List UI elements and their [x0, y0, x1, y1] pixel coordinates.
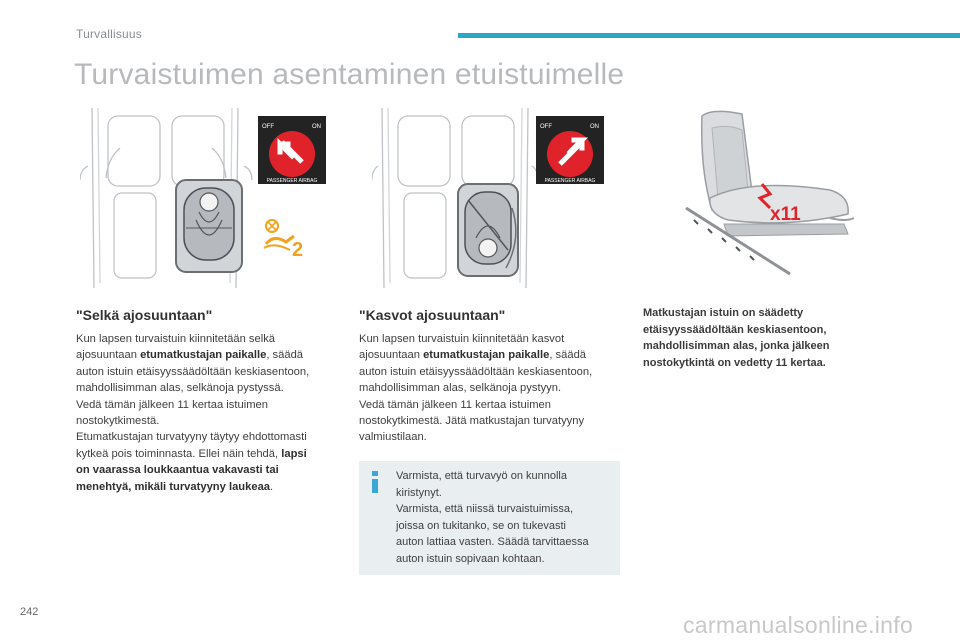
- forward-facing-heading: "Kasvot ajosuuntaan": [359, 307, 506, 323]
- text-line: Etumatkustajan turvatyyny täytyy ehdottomasti: [76, 431, 307, 444]
- text-line: Kun lapsen turvaistuin kiinnitetään selkä: [76, 333, 276, 345]
- emphasis-text: etumatkustajan paikalle: [140, 349, 267, 362]
- text-line: etäisyyssäädöltään keskiasentoon,: [643, 323, 827, 336]
- text-line: mahdollisimman alas, selkänoja pystyssä.: [76, 382, 284, 395]
- page-title: Turvaistuimen asentaminen etuistuimelle: [74, 58, 625, 91]
- text-line: nostokytkimestä. Jätä matkustajan turvatyyny: [359, 415, 585, 428]
- airbag-on-label: ON: [312, 124, 321, 130]
- emphasis-text: lapsi: [281, 447, 307, 460]
- airbag-off-switch-icon: [258, 116, 326, 184]
- text-line: auton istuin sopivaan kohtaan.: [396, 552, 545, 565]
- rear-facing-text: [76, 331, 344, 495]
- text-line: nostokytkimestä.: [76, 415, 160, 428]
- text-line: auton istuin etäisyyssäädöltään keskiasentoon,: [359, 365, 593, 378]
- info-icon: [368, 471, 382, 493]
- text-line: auton lattiaa vasten. Säädä tarvittaessa: [396, 536, 589, 549]
- forward-facing-text: [359, 331, 627, 446]
- text-line: mahdollisimman alas, selkänoja pystyyn.: [359, 382, 562, 395]
- airbag-off-label: OFF: [262, 124, 274, 130]
- text-line: auton istuin etäisyyssäädöltään keskiasentoon,: [76, 365, 310, 378]
- seat-pull-counter: x11: [770, 204, 801, 225]
- airbag-warning-icon: [260, 218, 310, 262]
- text-line: joissa on tukitanko, se on tukevasti: [396, 519, 566, 532]
- info-text: [396, 468, 618, 568]
- text-line: , säädä: [266, 349, 304, 362]
- emphasis-text: etumatkustajan paikalle: [423, 349, 550, 362]
- text-line: Varmista, että turvavyö on kunnolla: [396, 470, 567, 482]
- airbag-caption: PASSENGER AIRBAG: [266, 178, 318, 184]
- text-line: ajosuuntaan: [359, 349, 424, 362]
- seat-adjustment-note: [643, 305, 873, 371]
- seat-adjustment-illustration: [680, 108, 870, 288]
- text-line: Varmista, että niissä turvaistuimissa,: [396, 503, 574, 516]
- section-label: Turvallisuus: [76, 27, 142, 41]
- text-line: Vedä tämän jälkeen 11 kertaa istuimen: [359, 398, 551, 411]
- airbag-caption: PASSENGER AIRBAG: [544, 178, 596, 184]
- rear-facing-illustration: [80, 108, 342, 288]
- text-line: .: [270, 480, 274, 493]
- text-line: Matkustajan istuin on säädetty: [643, 307, 804, 319]
- text-line: valmiustilaan.: [359, 431, 427, 444]
- watermark: carmanualsonline.info: [683, 612, 914, 638]
- text-line: ajosuuntaan: [76, 349, 141, 362]
- airbag-marker: 2: [292, 239, 304, 261]
- rear-facing-heading: "Selkä ajosuuntaan": [76, 307, 213, 323]
- airbag-on-switch-icon: [536, 116, 604, 184]
- page-number: 242: [20, 606, 39, 618]
- text-line: Vedä tämän jälkeen 11 kertaa istuimen: [76, 398, 268, 411]
- airbag-off-label: OFF: [540, 124, 552, 130]
- text-line: Kun lapsen turvaistuin kiinnitetään kasvot: [359, 333, 565, 345]
- airbag-on-label: ON: [590, 124, 599, 130]
- seat-diagram: [680, 108, 870, 288]
- emphasis-text: menehtyä, mikäli turvatyyny laukeaa: [76, 480, 271, 493]
- header-rule: [458, 33, 960, 38]
- text-line: kiristynyt.: [396, 486, 442, 499]
- emphasis-text: on vaarassa loukkaantua vakavasti tai: [76, 464, 279, 477]
- forward-facing-illustration: [372, 108, 622, 288]
- text-line: , säädä: [549, 349, 587, 362]
- text-line: kytkeä pois toiminnasta. Ellei näin tehdä,: [76, 447, 282, 460]
- text-line: nostokytkintä on vedetty 11 kertaa.: [643, 356, 826, 369]
- info-box: [359, 461, 620, 575]
- text-line: mahdollisimman alas, jonka jälkeen: [643, 340, 830, 352]
